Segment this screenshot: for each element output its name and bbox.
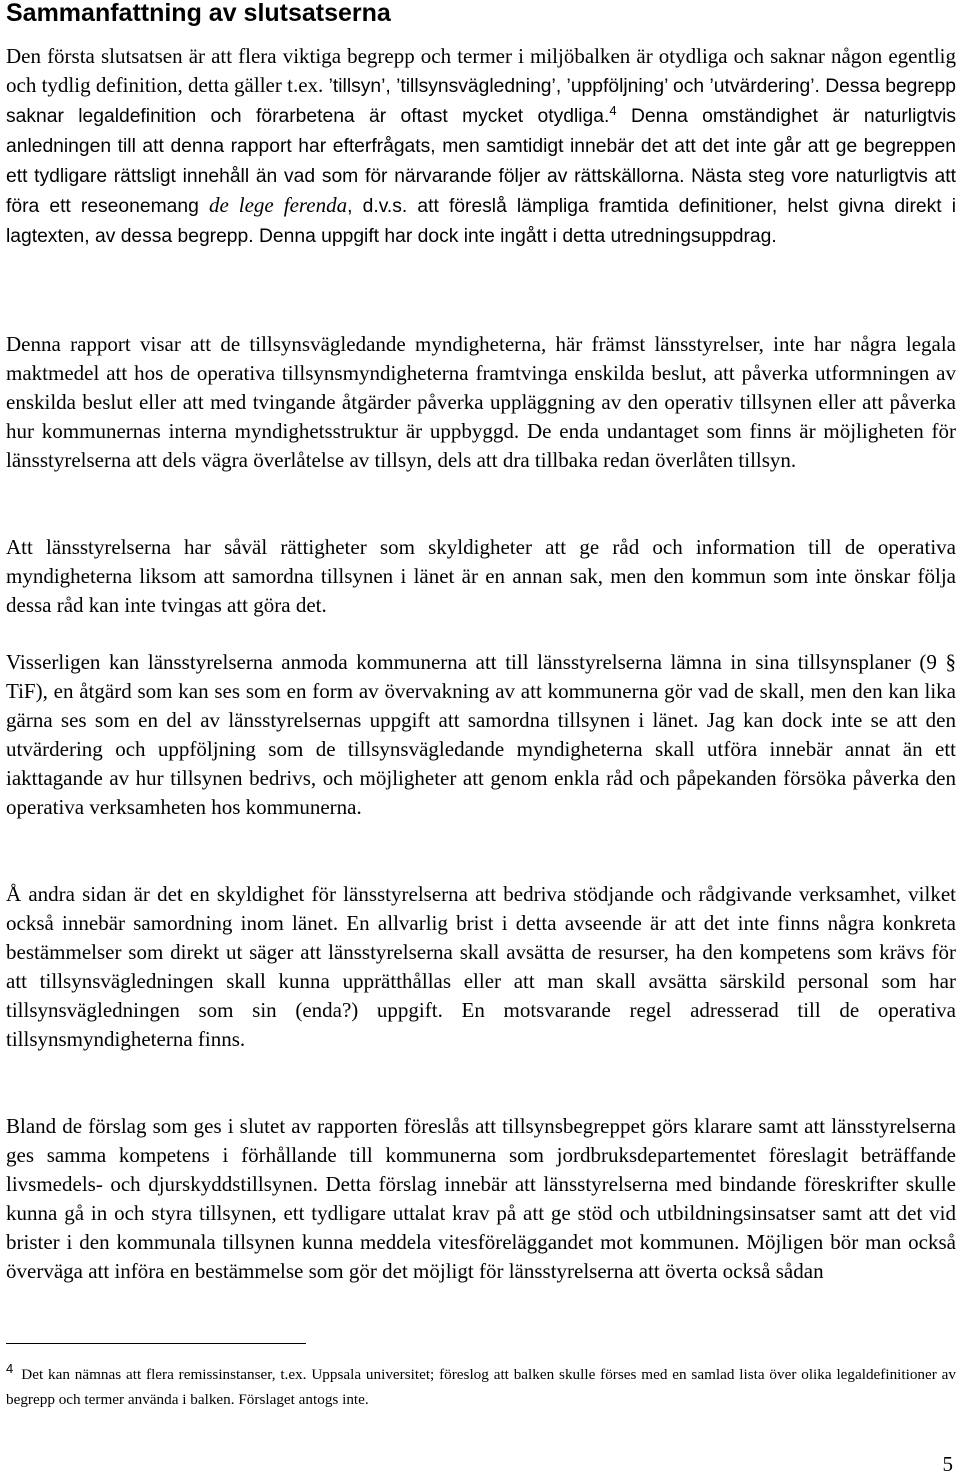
footnote-text: Det kan nämnas att flera remissinstanser, t.ex. Uppsala universitet; föreslog att balken skulle förses med en samlad lista över olika legaldefinitioner av begrepp och termer använda i balken. Förslaget antogs inte. bbox=[6, 1366, 956, 1408]
paragraph-3: Att länsstyrelserna har såväl rättigheter som skyldigheter att ge råd och information till de operativa myndigheterna liksom att samordna tillsynen i länet är en annan sak, men den kommun som inte önskar följa dessa råd kan inte tvingas att göra det. bbox=[6, 535, 956, 617]
paragraph-2: Denna rapport visar att de tillsynsvägledande myndigheterna, här främst länsstyrelser, inte har några legala maktmedel att hos de operativa tillsynsmyndigheterna framtvinga enskilda beslut, att påverka utformningen av enskilda beslut eller att med tvingande åtgärder påverka uppläggning av den operativ tillsynen eller att påverka hur kommunernas interna myndighetsstruktur är uppbyggd. De enda undantaget som finns är möjligheten för länsstyrelserna att dels vägra överlåtelse av tillsyn, dels att dra tillbaka redan överlåten tillsyn. bbox=[6, 332, 956, 472]
paragraph-1 bbox=[6, 42, 956, 251]
page-heading: Sammanfattning av slutsatserna bbox=[6, 0, 391, 27]
paragraph-1-serif-text: Den första slutsatsen är att flera viktiga begrepp och termer i miljöbalken är otydliga och saknar någon egentlig och tydlig definition, detta gäller t.ex. bbox=[6, 44, 956, 97]
paragraph-6: Bland de förslag som ges i slutet av rapporten föreslås att tillsynsbegreppet görs klarare samt att länsstyrelserna ges samma kompetens i förhållande till kommunerna som jordbruksdepartementet föreslagit beträffande livsmedels- och djurskyddstillsynen. Detta förslag innebär att länsstyrelserna med bindande föreskrifter skulle kunna gå in och styra tillsynen, ett tydligare uttalat krav på att ge stöd och utbildningsinsatser samt att det vid brister i den kommunala tillsynen kunna meddela vitesföreläggandet mot kommunen. Möjligen bör man också överväga att införa en bestämmelse som gör det möjligt för länsstyrelserna att överta också sådan bbox=[6, 1114, 956, 1283]
footnote bbox=[6, 1362, 956, 1412]
footnote-separator bbox=[6, 1343, 306, 1344]
footnote-number: 4 bbox=[6, 1361, 14, 1376]
footnote-reference[interactable]: 4 bbox=[609, 103, 617, 118]
paragraph-1-italic-term: de lege ferenda bbox=[208, 193, 348, 217]
paragraph-1-sans-text-2: Denna omständighet är naturligtvis anledningen till att denna rapport har efterfrågats, men samtidigt innebär det att det inte går att ge begreppen ett tydligare rättsligt innehåll än vad som för närvarande följer av rättskällorna. Nästa steg vore naturligtvis att föra ett reseonemang bbox=[6, 106, 957, 217]
page-number: 5 bbox=[942, 1452, 953, 1476]
paragraph-5: Å andra sidan är det en skyldighet för länsstyrelserna att bedriva stödjande och rådgivande verksamhet, vilket också innebär samordning inom länet. En allvarlig brist i detta avseende är att det inte finns några konkreta bestämmelser som direkt ut säger att länsstyrelserna skall avsätta de resurser, ha den kompetens som krävs för att tillsynsvägledningen skall kunna upprätthållas eller att man skall avsätta särskild personal som har tillsynsvägledningen som sin (enda?) uppgift. En motsvarande regel adresserad till de operativa tillsynsmyndigheterna finns. bbox=[6, 882, 956, 1051]
paragraph-4: Visserligen kan länsstyrelserna anmoda kommunerna att till länsstyrelserna lämna in sina tillsynsplaner (9 § TiF), en åtgärd som kan ses som en form av övervakning av att kommunerna gör vad de skall, men den kan lika gärna ses som en del av länsstyrelsernas uppgift att samordna tillsynen i länet. Jag kan dock inte se att den utvärdering och uppföljning som de tillsynsvägledande myndigheterna skall utföra innebär annat än ett iakttagande av hur tillsynen bedrivs, och möjligheter att genom enkla råd och påpekanden försöka påverka den operativa verksamheten hos kommunerna. bbox=[6, 650, 956, 819]
paragraph-1-sans-text-3: , d.v.s. att föreslå lämpliga framtida definitioner, helst givna direkt i lagtexten, av dessa begrepp. Denna uppgift har dock inte ingått i detta utredningsuppdrag. bbox=[6, 196, 956, 247]
paragraph-1-sans-text: ’tillsyn’, ’tillsynsvägledning’, ’uppföljning’ och ’utvärdering’. Dessa begrepp saknar legaldefinition och förarbetena är oftast mycket otydliga. bbox=[6, 76, 956, 127]
